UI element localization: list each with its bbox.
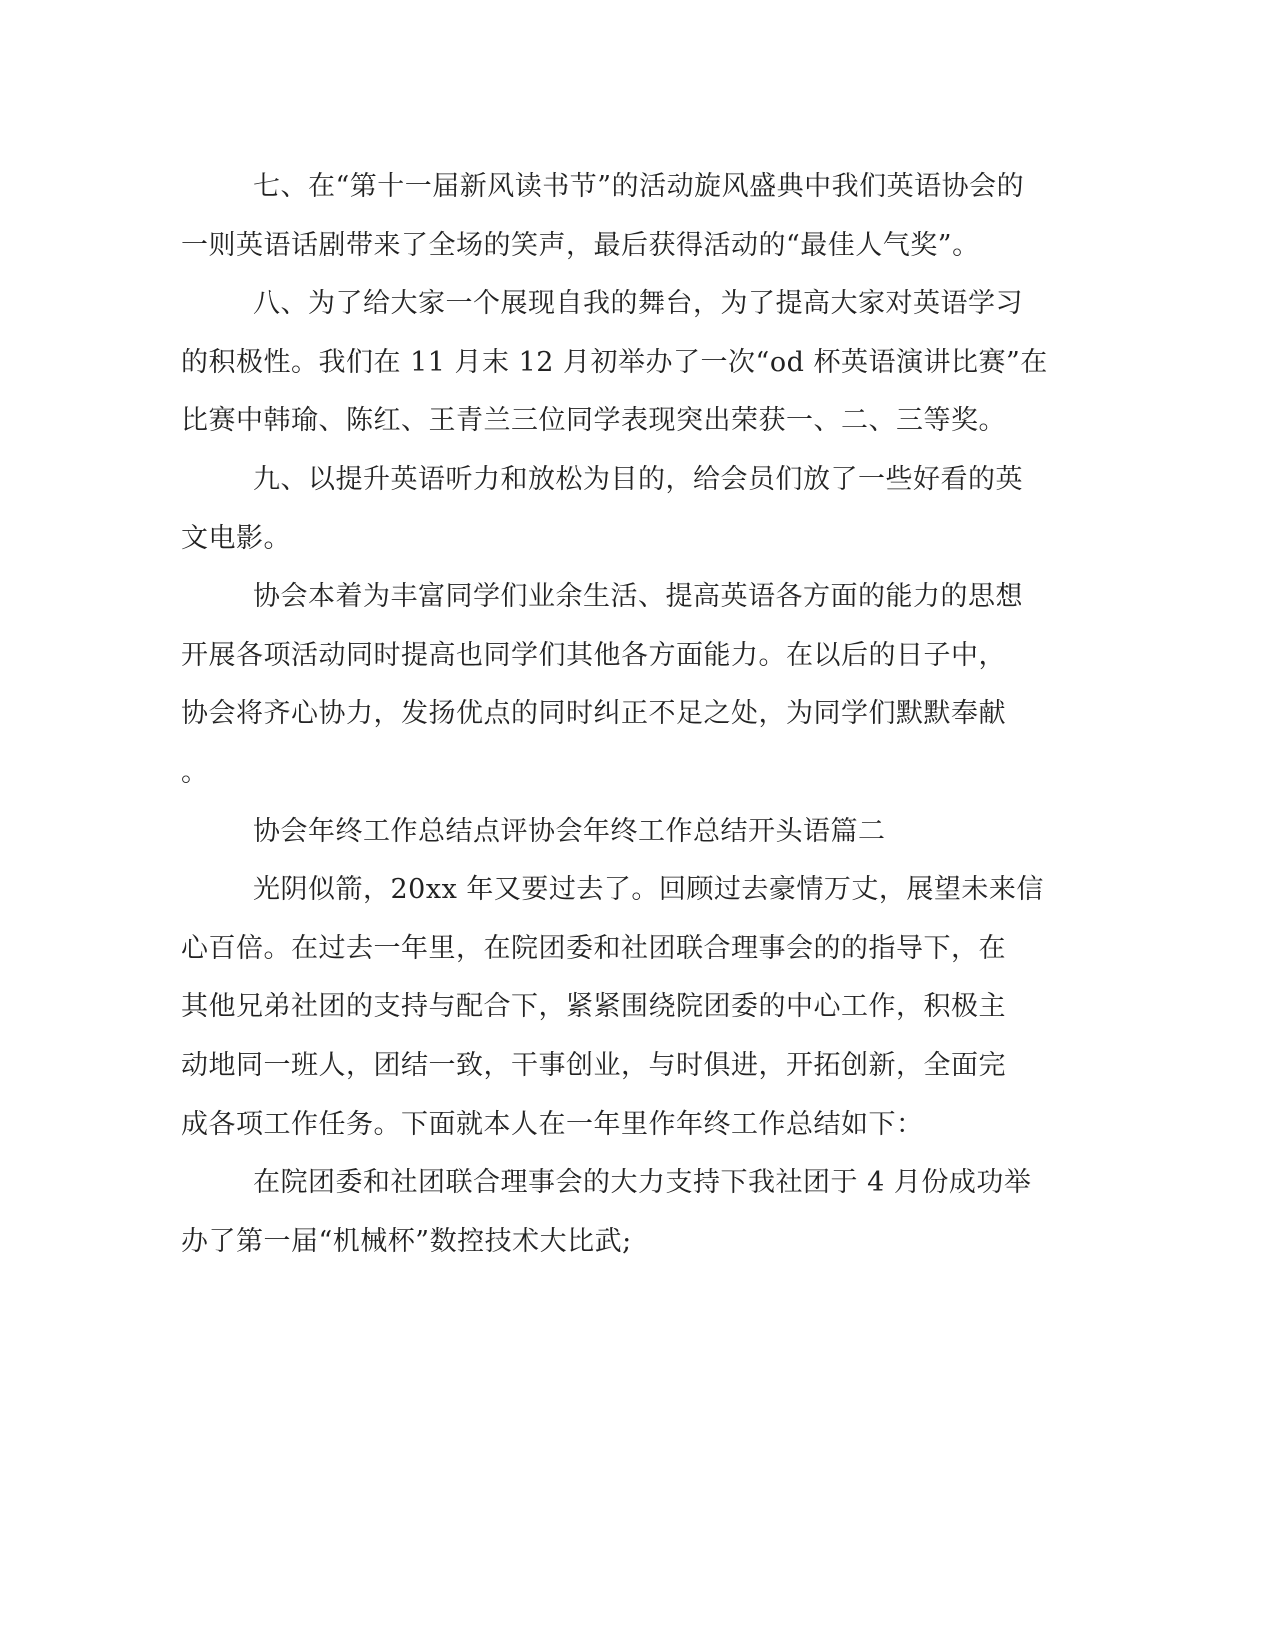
paragraph-seven-line-1: 七、在“第十一届新风读书节”的活动旋风盛典中我们英语协会的 [253, 171, 1025, 202]
intro-paragraph-line-1: 光阴似箭，20xx 年又要过去了。回顾过去豪情万丈，展望未来信 [253, 874, 1044, 906]
paragraph-seven-line-2: 一则英语话剧带来了全场的笑声，最后获得活动的“最佳人气奖”。 [181, 229, 980, 261]
intro-paragraph-line-3: 其他兄弟社团的支持与配合下，紧紧围绕院团委的中心工作，积极主 [181, 991, 1006, 1023]
event-paragraph-line-1: 在院团委和社团联合理事会的大力支持下我社团于 4 月份成功举 [253, 1167, 1032, 1199]
summary-paragraph-line-3: 协会将齐心协力，发扬优点的同时纠正不足之处，为同学们默默奉献 [181, 698, 1006, 730]
paragraph-nine-line-1: 九、以提升英语听力和放松为目的，给会员们放了一些好看的英 [253, 463, 1023, 495]
intro-paragraph-line-2: 心百倍。在过去一年里，在院团委和社团联合理事会的的指导下，在 [181, 932, 1006, 964]
intro-paragraph-line-5: 成各项工作任务。下面就本人在一年里作年终工作总结如下： [181, 1108, 924, 1140]
paragraph-eight-line-2: 的积极性。我们在 11 月末 12 月初举办了一次“od 杯英语演讲比赛”在 [181, 346, 1048, 378]
summary-paragraph-line-1: 协会本着为丰富同学们业余生活、提高英语各方面的能力的思想 [253, 581, 1023, 613]
section-heading: 协会年终工作总结点评协会年终工作总结开头语篇二 [253, 815, 886, 847]
paragraph-eight-line-3: 比赛中韩瑜、陈红、王青兰三位同学表现突出荣获一、二、三等奖。 [181, 405, 1006, 437]
event-paragraph-line-2: 办了第一届“机械杯”数控技术大比武; [181, 1225, 632, 1257]
summary-paragraph-line-4: 。 [181, 756, 209, 788]
intro-paragraph-line-4: 动地同一班人，团结一致，干事创业，与时俱进，开拓创新，全面完 [181, 1049, 1006, 1081]
document-body [181, 158, 1048, 1271]
paragraph-nine-line-2: 文电影。 [181, 522, 291, 554]
summary-paragraph-line-2: 开展各项活动同时提高也同学们其他各方面能力。在以后的日子中， [181, 639, 1006, 671]
paragraph-eight-line-1: 八、为了给大家一个展现自我的舞台，为了提高大家对英语学习 [253, 288, 1023, 320]
